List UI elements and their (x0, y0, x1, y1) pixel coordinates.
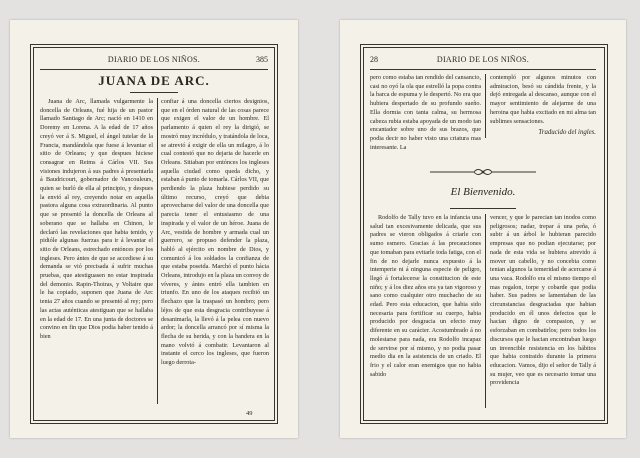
running-head (40, 54, 268, 66)
paragraph: Rodolfo de Tally tuvo en la infancia una salud tan excesivamente delicada, que sus padres se vieron obligados á criarle con sumo esmero. Gracias á las precauciones que tomaban para evitarle toda fatiga, con el fin de no dejarle nunca expuesto á la intemperie ni á ninguna especie de peligro, llegó á fortalecerse la constitucion de este niño; y á los diez años era ya tan vigoroso y sano como cualquier otro muchacho de su edad. Pero esta educacion, que habia sido necesaria para fortificar su cuerpo, habia producido por desgracia un efecto muy diferente en su carácter. Acostumbrado á no molestarse para nada, era Rodolfo incapaz de servirse por sí mismo, y no podia pasar medio dia en la asistencia de un criado. El frio y el calor eran enemigos que no habia sabido (370, 214, 481, 378)
header-rule (40, 69, 268, 70)
title-rule (450, 208, 516, 209)
text-column-left (40, 98, 153, 408)
right-page (340, 20, 626, 438)
paragraph: vencer, y que le parecian tan inodos como peligrosos; nadar, trepar á una peña, ó subir á un árbol le hubieran parecido empresas que no podian ejecutarse; por nada de esta vida se hubiera atrevido á mover un cabello, y no concebia como tenian algunos la temeridad de acercarse á una vaca. Rodolfo era el mismo tiempo el mas regalon, torpe y cobarde que podia haber. Sus padres se lamentaban de las circunstancias desgraciadas que habian producido en él unos defectos que le hacian digno de compasion, y se esforzaban en combatirlos; pero todos los discursos que le hacian encontraban luego un invencible resistencia en los hábitos que habia contraido durante la primera educacion. Vamos, dijo el señor de Tally á su mujer, veo que es necesario tomar una providencia (490, 214, 596, 387)
page-number: 28 (370, 55, 378, 64)
journal-title: DIARIO DE LOS NIÑOS. (436, 55, 530, 64)
running-head (370, 54, 596, 66)
page-number: 385 (256, 55, 268, 64)
folio: 49 (246, 410, 253, 417)
paragraph: confiar á una doncella ciertos designios, que en el órden natural de las cosas parece que exigen el valor de un hombre. El parlamento á quien el rey la dirigió, se mostró muy incrédulo, y tratándola de loca, se atrevió á exigir de ella un milagro, á lo cual contestó que no dejaria de hacerle en Orleans. Sitiaban por entónces los ingleses aquella ciudad como queda dicho, y estaban á punto de tomarla. Cárlos VII, que perdiendo la plaza hubiese perdido su último recurso, creyó que debia aprovecharse del valor de una doncella que parecia tener el entusiasmo de una inspirada y el valor de un héroe. Juana de Arc, vestida de hombre y armada cual un guerrero, se propuso defender la plaza, habló al ejército en nombre de Dios, y comunicó á los soldados la confianza de que estaba poseida. Marchó el punto hácia Orleans, introdujo en la plaza un convoy de víveres, y ántes entró ella tambien en triunfo. En uno de los ataques recibió un flechazo que la traspasó un hombro; pero léjos de que esta desgracia contribuyese á desanimarla, la llevó á la pelea con nuevo ardor; la doncella arrancó por sí misma la flecha de su herida, y con la bandera en la mano volvió á combatir. Levantaron al instante el cerco los ingleses, que fueron luego derrota- (161, 98, 269, 367)
journal-title: DIARIO DE LOS NIÑOS. (107, 55, 201, 64)
left-page (10, 20, 298, 438)
text-column-right (490, 214, 596, 408)
divider-ornament (430, 166, 536, 178)
text-column-right (161, 98, 269, 408)
translator-credit: Traducido del ingles. (538, 129, 596, 136)
paragraph: Juana de Arc, llamada vulgarmente la doncella de Orleans, fué hija de un pastor llamado Santiago de Arc; nació en 1410 en Doremy en Lorena. A la edad de 17 años creyó ver á S. Miguel, el ángel tutelar de la Francia, mandándola que fuese á levantar el sitio de Orleans; y que despues hiciese consagrar en Reims á Cárlos VII. Sus visiones indujeron á sus padres á presentarla á Baudricourt, gobernador de Vancouleurs, quien se burló de ella al principio, y despues la envió al rey, creyendo notar en aquella pastora alguna cosa extraordinaria. Al punto que se presentó la doncella de Orleans al soberano que se hallaba en Chinon, le declaró las revelaciones que habia tenido, y pidióle algunas fuerzas para ir á levantar el sitio de Orleans, estrechado entónces por los ingleses. Pero ántes de que se accediese á su demanda se vió precisada á sufrir muchas pruebas, que atestiguasen no estar inspirada del demonio. Rapin-Thoiras, y Voltaire que le ha copiado, suponen que Juana de Arc tenia 27 años cuando se presentó al rey; pero las actas auténticas atestiguan que se hallaba en la edad de 17. En una junta de doctores se convino en fin que Dios podia haber tenido á bien (40, 98, 153, 340)
text-column-left (370, 214, 481, 408)
paragraph: pero como estaba tan rendido del cansancio, casi no oyó la ola que estrelló la popa contra la barca de espuma y le despertó. No era que hubiera despertado de su profundo sueño. Ella dormia con tanta calma, su hermosa cabeza rubia estaba apoyada de un modo tan encantador sobre uno de sus brazos, que podia decir no haber visto una criatura mas interesante. La (370, 74, 481, 151)
column-divider (485, 74, 486, 138)
column-divider (485, 214, 486, 408)
section-title: El Bienvenido. (450, 186, 516, 198)
article-title: JUANA DE ARC. (98, 73, 210, 88)
title-rule (130, 92, 178, 93)
header-rule (370, 69, 596, 70)
text-column-left (370, 74, 481, 151)
paragraph: contempló por algunos minutos con admiracion, besó su cándida frente, y la dejó entregada al descanso, aunque con el mayor sentimiento de alejarme de una heroina que habia excitado en mi alma tan sublimes sensaciones. (490, 74, 596, 125)
column-divider (157, 98, 158, 404)
text-column-right (490, 74, 596, 124)
